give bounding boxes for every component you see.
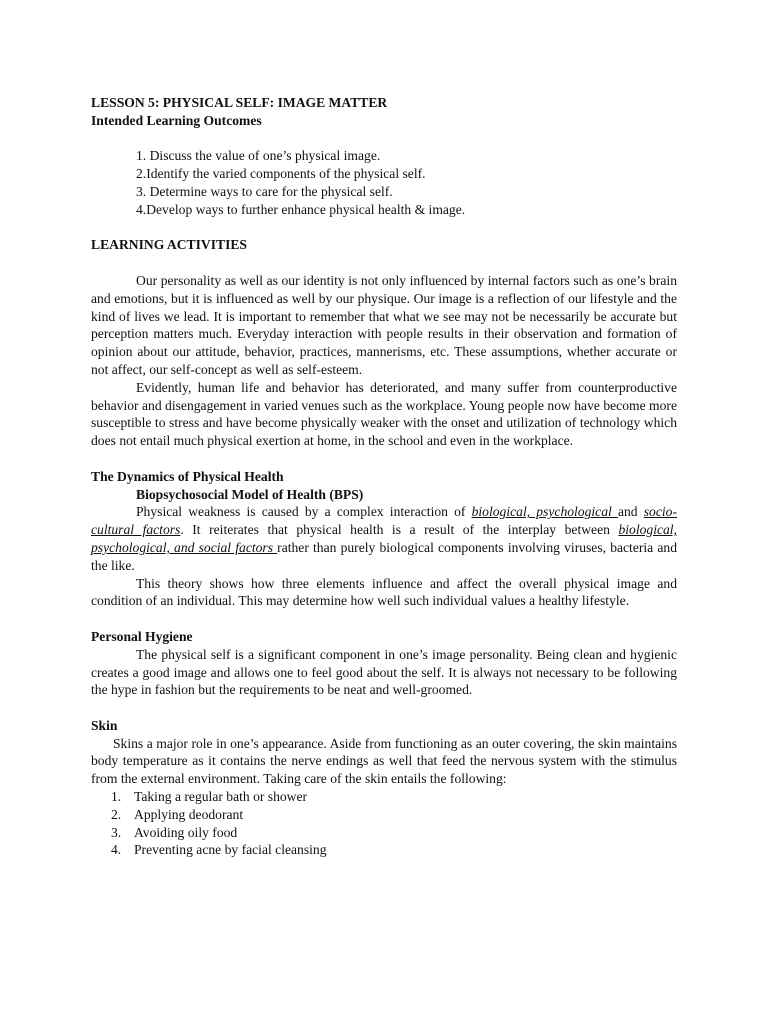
- skin-paragraph: Skins a major role in one’s appearance. Aside from functioning as an outer covering, the skin maintains body temperature as it contains the nerve endings as well that feed the nervous system with the stimulus from the external environment. Taking care of the skin entails the following:: [91, 735, 677, 787]
- list-number: 2.: [111, 806, 122, 822]
- list-number: 3.: [111, 824, 122, 840]
- bps-paragraph: [91, 503, 677, 574]
- bps-heading: Biopsychosocial Model of Health (BPS): [136, 486, 364, 502]
- list-number: 4.: [111, 842, 122, 858]
- outcome-item: 2.Identify the varied components of the physical self.: [136, 166, 426, 182]
- bps-emphasis: biological, psychological, and social factors: [91, 522, 677, 555]
- list-text: Applying deodorant: [134, 806, 244, 822]
- outcomes-heading: Intended Learning Outcomes: [91, 112, 262, 128]
- dynamics-heading: The Dynamics of Physical Health: [91, 468, 284, 484]
- list-item: [91, 806, 677, 824]
- outcome-item: 3. Determine ways to care for the physical self.: [136, 183, 393, 199]
- bps-text: . It reiterates that physical health is a result of the interplay between: [180, 522, 619, 538]
- spacer: [91, 450, 677, 468]
- spacer: [91, 254, 677, 272]
- skin-heading: Skin: [91, 717, 118, 733]
- hygiene-paragraph: The physical self is a significant component in one’s image personality. Being clean and hygienic creates a good image and allows one to feel good about the self. It is always not necessary to be following the hype in fashion but the requirements to be neat and well-groomed.: [91, 646, 677, 698]
- list-text: Preventing acne by facial cleansing: [134, 842, 327, 858]
- bps-text: Physical weakness is caused by a complex interaction of: [136, 504, 472, 520]
- lesson-title: LESSON 5: PHYSICAL SELF: IMAGE MATTER: [91, 95, 388, 110]
- bps-emphasis: socio-cultural factors: [91, 504, 677, 538]
- activities-heading: LEARNING ACTIVITIES: [91, 237, 247, 253]
- spacer: [91, 219, 677, 237]
- bps-emphasis: biological, psychological: [471, 504, 618, 520]
- outcome-item: 4.Develop ways to further enhance physical health & image.: [136, 201, 466, 217]
- list-item: [91, 841, 677, 859]
- hygiene-heading: Personal Hygiene: [91, 628, 193, 644]
- activities-paragraph: Our personality as well as our identity is not only influenced by internal factors such as one’s brain and emotions, but it is influenced as well by our physique. Our image is a reflection of our lifestyle and the kind of lives we lead. It is important to remember that what we see may not be necessarily be accurate but perception matters much. Everyday interaction with people results in their observation and formation of opinion about our attitude, behavior, practices, mannerisms, etc. These assumptions, whether accurate or not affect, our self-concept as well as self-esteem.: [91, 272, 677, 377]
- list-number: 1.: [111, 789, 122, 805]
- list-text: Taking a regular bath or shower: [134, 789, 308, 805]
- spacer: [91, 699, 677, 717]
- spacer: [91, 610, 677, 628]
- outcome-item: 1. Discuss the value of one’s physical image.: [136, 148, 381, 164]
- activities-paragraph: Evidently, human life and behavior has deteriorated, and many suffer from counterproductive behavior and disengagement in varied venues such as the workplace. Young people now have become more susceptible to stress and have become physically weaker with the onset and utilization of technology which does not entail much physical exertion at home, in the school and even in the workplace.: [91, 379, 677, 449]
- bps-paragraph: This theory shows how three elements influence and affect the overall physical image and condition of an individual. This may determine how well such individual values a healthy lifestyle.: [91, 575, 677, 609]
- list-text: Avoiding oily food: [134, 824, 238, 840]
- skin-care-list: [91, 788, 677, 859]
- bps-text: rather than purely biological components involving viruses, bacteria and the like.: [91, 539, 677, 573]
- bps-text: and: [617, 504, 644, 520]
- list-item: [91, 788, 677, 806]
- outcomes-list: [91, 147, 677, 218]
- list-item: [91, 824, 677, 842]
- document-body: [91, 94, 677, 859]
- spacer: [91, 130, 677, 148]
